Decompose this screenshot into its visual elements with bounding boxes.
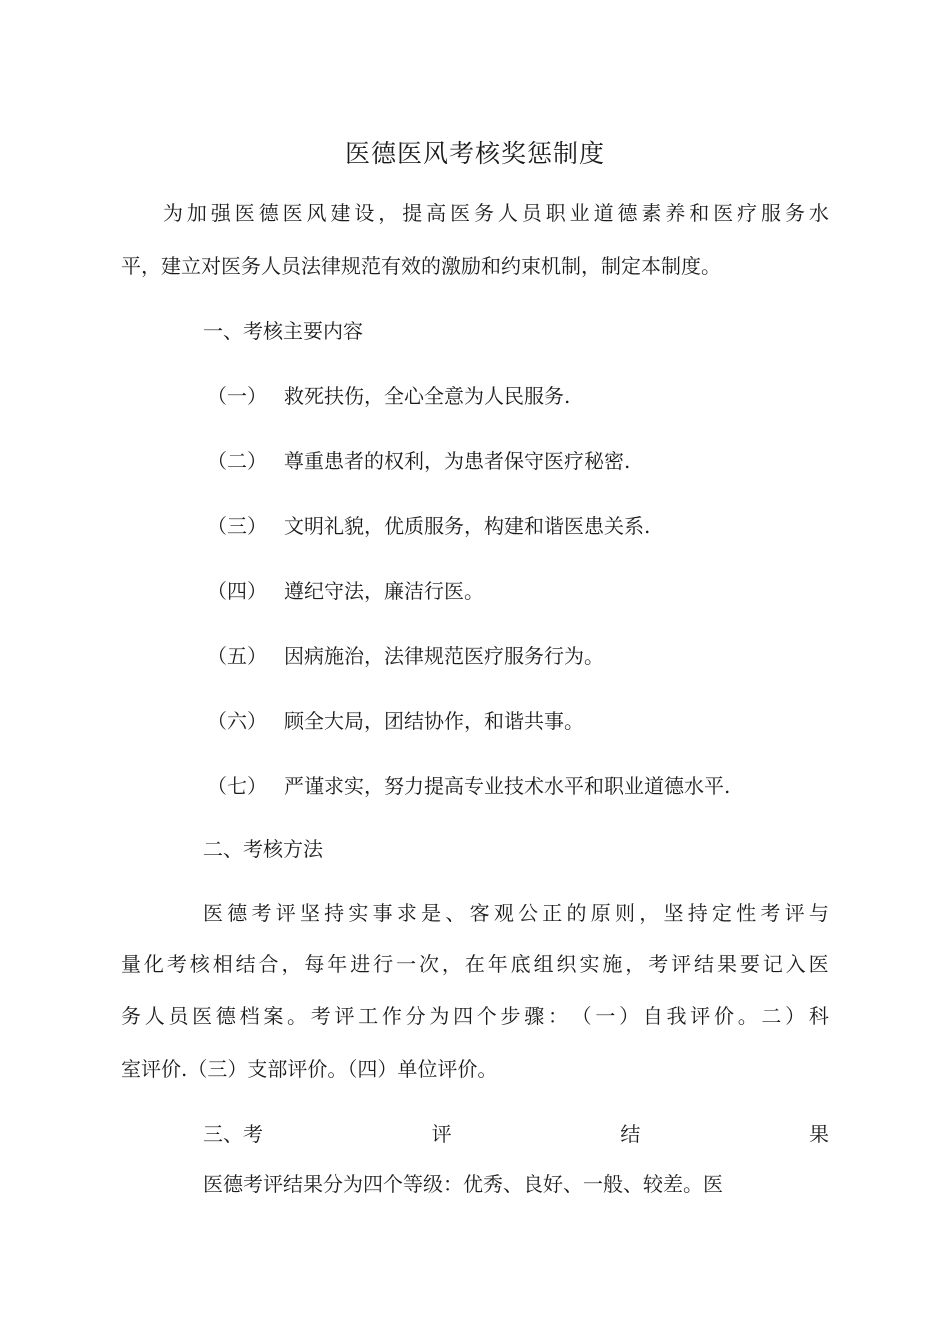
intro-char: 为: [163, 201, 183, 225]
content-item: [207, 640, 807, 666]
method-char: 结: [694, 952, 715, 976]
method-char: 评: [275, 901, 296, 925]
method-char: ）: [619, 1004, 640, 1028]
method-char: 评: [671, 952, 692, 976]
method-char: 。: [737, 1004, 758, 1028]
method-char: 求: [396, 901, 417, 925]
intro-line-1: [163, 197, 829, 226]
content-item: [207, 445, 807, 471]
method-char: 公: [518, 901, 539, 925]
intro-char: 道: [593, 201, 614, 225]
intro-char: 素: [641, 201, 662, 225]
method-char: 坚: [299, 901, 320, 925]
intro-char: 设: [354, 201, 375, 225]
method-char: ）: [785, 1004, 806, 1028]
result-line-1: 医德考评结果分为四个等级：优秀、良好、一般、较差。医: [203, 1172, 723, 1196]
method-char: 每: [304, 952, 325, 976]
method-char: （: [571, 1004, 592, 1028]
method-char: 入: [785, 952, 806, 976]
method-char: 量: [121, 952, 141, 976]
method-char: 行: [373, 952, 394, 976]
content-item: [207, 510, 807, 536]
document-title: 医德医风考核奖惩制度: [344, 139, 605, 168]
method-char: 记: [762, 952, 783, 976]
method-line-1: [203, 897, 829, 926]
method-char: ，: [441, 952, 462, 976]
item-number: （三）: [207, 514, 267, 538]
method-char: 为: [429, 1004, 450, 1028]
method-char: 一: [595, 1004, 616, 1028]
item-text: 救死扶伤，全心全意为人民服务.: [284, 384, 571, 408]
method-char: 四: [453, 1004, 474, 1028]
intro-char: 养: [665, 201, 686, 225]
intro-char: 风: [306, 201, 327, 225]
content-item: [207, 705, 807, 731]
item-text: 尊重患者的权利，为患者保守医疗秘密.: [284, 449, 631, 473]
method-char: 实: [579, 952, 600, 976]
method-char: 评: [690, 1004, 711, 1028]
method-char: 进: [350, 952, 371, 976]
method-char: 人: [144, 1004, 165, 1028]
method-char: 自: [642, 1004, 663, 1028]
method-char: 分: [405, 1004, 426, 1028]
intro-char: 医: [450, 201, 471, 225]
method-char: 务: [121, 1004, 141, 1028]
item-number: （一）: [207, 384, 267, 408]
method-char: 坚: [663, 901, 684, 925]
item-number: （二）: [207, 449, 267, 473]
method-char: 合: [258, 952, 279, 976]
method-char: 考: [310, 1004, 331, 1028]
item-text: 遵纪守法，廉洁行医。: [284, 579, 484, 603]
intro-char: 和: [689, 201, 710, 225]
method-char: 化: [143, 952, 164, 976]
section-heading-3-part: 果: [808, 1122, 829, 1146]
intro-char: 提: [402, 201, 423, 225]
method-char: 则: [614, 901, 635, 925]
intro-char: 员: [521, 201, 542, 225]
intro-char: 加: [186, 201, 207, 225]
content-item: [207, 575, 807, 601]
item-number: （七）: [207, 774, 267, 798]
intro-char: 服: [761, 201, 782, 225]
intro-char: 德: [617, 201, 638, 225]
item-text: 顾全大局，团结协作，和谐共事。: [284, 709, 584, 733]
method-line-2: [121, 948, 829, 977]
method-char: 在: [464, 952, 485, 976]
method-char: ，: [639, 901, 660, 925]
item-text: 文明礼貌，优质服务，构建和谐医患关系.: [284, 514, 651, 538]
intro-char: 医: [713, 201, 734, 225]
method-char: 工: [358, 1004, 379, 1028]
method-char: 施: [602, 952, 623, 976]
method-char: 个: [476, 1004, 497, 1028]
intro-char: 务: [473, 201, 494, 225]
method-char: 的: [566, 901, 587, 925]
method-char: 次: [418, 952, 439, 976]
content-item: [207, 380, 807, 406]
item-number: （四）: [207, 579, 267, 603]
method-char: 科: [808, 1004, 829, 1028]
method-char: 相: [212, 952, 233, 976]
method-char: ：: [547, 1004, 568, 1028]
intro-char: 职: [545, 201, 566, 225]
method-char: 果: [716, 952, 737, 976]
method-char: 档: [239, 1004, 260, 1028]
method-char: 考: [166, 952, 187, 976]
method-char: 评: [334, 1004, 355, 1028]
intro-char: 德: [258, 201, 279, 225]
method-char: 我: [666, 1004, 687, 1028]
section-heading-1: 一、考核主要内容: [203, 319, 363, 343]
method-char: 正: [542, 901, 563, 925]
method-char: 是: [421, 901, 442, 925]
method-char: 作: [381, 1004, 402, 1028]
section-heading-3: [203, 1118, 829, 1147]
section-heading-3-part: 结: [620, 1122, 641, 1146]
method-char: 考: [760, 901, 781, 925]
method-char: 持: [687, 901, 708, 925]
method-char: 一: [396, 952, 417, 976]
method-char: 价: [713, 1004, 734, 1028]
method-char: 德: [215, 1004, 236, 1028]
method-char: 医: [192, 1004, 213, 1028]
intro-char: 医: [234, 201, 255, 225]
section-heading-3-part: 三、考: [203, 1122, 263, 1146]
method-char: 定: [711, 901, 732, 925]
method-char: 考: [251, 901, 272, 925]
intro-char: 高: [426, 201, 447, 225]
intro-char: ，: [378, 201, 399, 225]
method-char: 二: [761, 1004, 782, 1028]
method-char: 实: [348, 901, 369, 925]
intro-char: 医: [282, 201, 303, 225]
method-char: 核: [189, 952, 210, 976]
method-char: 观: [493, 901, 514, 925]
method-char: 事: [372, 901, 393, 925]
method-char: 结: [235, 952, 256, 976]
intro-char: 水: [808, 201, 829, 225]
method-char: 年: [487, 952, 508, 976]
intro-char: 人: [497, 201, 518, 225]
method-char: ，: [625, 952, 646, 976]
section-heading-2: 二、考核方法: [203, 837, 323, 861]
method-char: ，: [281, 952, 302, 976]
intro-line-2: 平，建立对医务人员法律规范有效的激励和约束机制，制定本制度。: [121, 254, 721, 278]
method-line-4: 室评价.（三）支部评价。（四）单位评价。: [121, 1057, 498, 1081]
method-char: 评: [784, 901, 805, 925]
method-char: 底: [510, 952, 531, 976]
method-char: 员: [168, 1004, 189, 1028]
method-char: 组: [533, 952, 554, 976]
method-char: 、: [445, 901, 466, 925]
method-char: 考: [648, 952, 669, 976]
item-text: 因病施治，法律规范医疗服务行为。: [284, 644, 604, 668]
method-char: 案: [263, 1004, 284, 1028]
method-char: 客: [469, 901, 490, 925]
method-char: 原: [590, 901, 611, 925]
method-char: 与: [808, 901, 829, 925]
method-char: 骤: [524, 1004, 545, 1028]
intro-char: 务: [784, 201, 805, 225]
method-char: 德: [227, 901, 248, 925]
method-char: 性: [736, 901, 757, 925]
method-char: 持: [324, 901, 345, 925]
item-number: （五）: [207, 644, 267, 668]
section-heading-3-part: 评: [431, 1122, 452, 1146]
intro-char: 强: [210, 201, 231, 225]
intro-char: 业: [569, 201, 590, 225]
item-text: 严谨求实，努力提高专业技术水平和职业道德水平.: [284, 774, 731, 798]
method-char: 步: [500, 1004, 521, 1028]
method-char: 医: [808, 952, 829, 976]
method-char: 年: [327, 952, 348, 976]
intro-char: 建: [330, 201, 351, 225]
method-line-3: [121, 1000, 829, 1029]
method-char: 织: [556, 952, 577, 976]
method-char: 。: [287, 1004, 308, 1028]
content-item: [207, 770, 807, 796]
method-char: 要: [739, 952, 760, 976]
method-char: 医: [203, 901, 223, 925]
item-number: （六）: [207, 709, 267, 733]
intro-char: 疗: [737, 201, 758, 225]
